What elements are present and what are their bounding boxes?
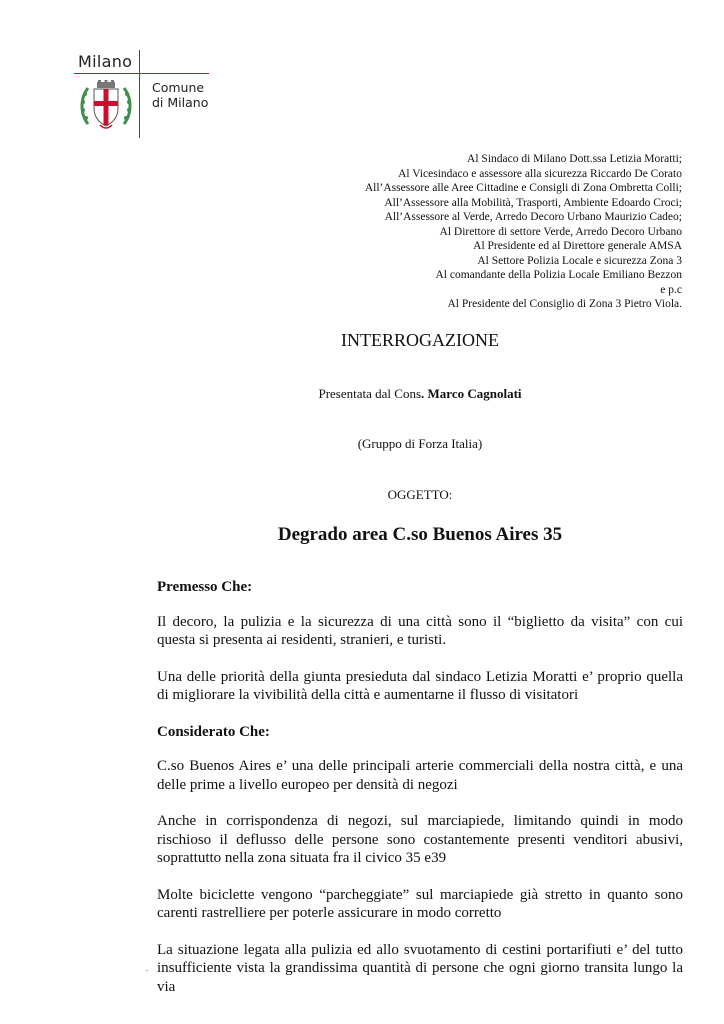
recipient-line: Al Settore Polizia Locale e sicurezza Zona 3 [477,254,682,267]
logo-vertical-rule [139,50,140,138]
recipient-line: Al Presidente del Consiglio di Zona 3 Pietro Viola. [447,298,682,310]
logo-horizontal-rule [74,73,209,74]
subject-label: OGGETTO: [387,487,453,502]
body-paragraph: C.so Buenos Aires e’ una delle principali arterie commerciali della nostra città, e una delle prime a livello europeo per densità di negozi [157,758,683,793]
section-heading-premesso: Premesso Che: [157,579,253,595]
recipient-line: All’Assessore alle Aree Cittadine e Consigli di Zona Ombretta Colli; [364,182,682,194]
body-paragraph: Una delle priorità della giunta presieduta dal sindaco Letizia Moratti e’ proprio quella di migliorare la vivibilità della città e aumentarne il flusso di visitatori [157,668,683,703]
presented-by [157,386,683,402]
body-paragraph: Il decoro, la pulizia e la sicurezza di una città sono il “biglietto da visita” con cui questa si presenta ai residenti, stranieri, e turisti. [157,613,683,648]
logo-subtitle-line1: Comune [152,80,205,95]
logo-subtitle [152,80,208,110]
recipient-line: All’Assessore alla Mobilità, Trasporti, Ambiente Edoardo Croci; [384,196,682,209]
document-body [157,578,683,1014]
comune-di-milano-logo [74,50,214,142]
logo-title: Milano [78,52,133,71]
political-group: (Gruppo di Forza Italia) [357,436,483,451]
recipient-line: e p.c [660,283,682,296]
recipient-line: Al Direttore di settore Verde, Arredo Decoro Urbano [439,225,682,238]
body-paragraph: Anche in corrispondenza di negozi, sul marciapiede, limitando quindi in modo rischioso il deflusso delle persone sono costantemente presenti venditori abusivi, soprattutto nella zona situata fra il civico 35 e39 [157,813,683,866]
document-title: INTERROGAZIONE [341,330,499,350]
logo-subtitle-line2: di Milano [152,95,209,110]
body-paragraph: La situazione legata alla pulizia ed allo svuotamento di cestini portarifiuti e’ del tutto insufficiente vista la grandissima quantità di persone che ogni giorno transita lungo la via [157,941,683,995]
milan-crest-icon [78,80,134,130]
recipient-line: Al Presidente ed al Direttore generale AMSA [473,240,682,252]
recipient-line: All’Assessore al Verde, Arredo Decoro Urbano Maurizio Cadeo; [384,211,682,223]
presenter-name: . Marco Cagnolati [421,386,522,401]
body-paragraph: Molte biciclette vengono “parcheggiate” sul marciapiede già stretto in quanto sono carenti rastrelliere per poterle assicurare in modo corretto [157,886,683,921]
recipient-line: Al comandante della Polizia Locale Emiliano Bezzon [435,269,682,281]
recipient-line: Al Vicesindaco e assessore alla sicurezza Riccardo De Corato [398,167,682,180]
section-heading-considerato: Considerato Che: [157,723,270,740]
recipients-list [365,152,682,312]
margin-mark: . [146,964,148,973]
presented-prefix: Presentata dal Cons [318,386,422,401]
recipient-line: Al Sindaco di Milano Dott.ssa Letizia Moratti; [467,153,682,165]
subject-title: Degrado area C.so Buenos Aires 35 [277,524,563,545]
